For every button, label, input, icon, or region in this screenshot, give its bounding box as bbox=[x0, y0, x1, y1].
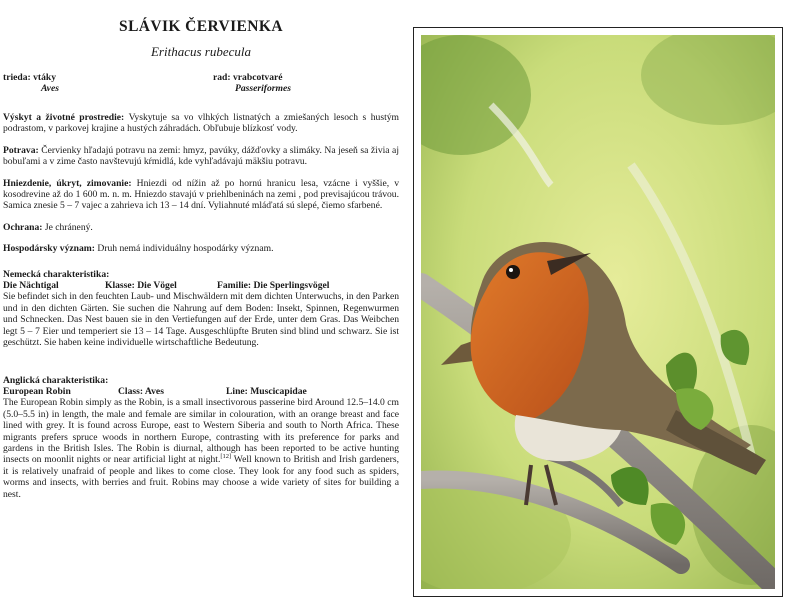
english-text-part1: The European Robin simply as the Robin, is a small insectivorous passerine bird Around 12.5–14.0 cm (5.0–5.5 in) in length, the male and female are similar in colouration, with an orange breast and face lined with grey. It is found across Europe, east to Western Siberia and south to North Africa. These migrants prefers spruce woods in northern Europe, contrasting with its preference for parks and gardens in the British Isles. The Robin is diurnal, although has been reported to be active hunting insects on moonlit nights or near artificial light at night. bbox=[3, 397, 399, 466]
photo-frame bbox=[413, 27, 783, 597]
german-familie: Familie: Die Sperlingsvögel bbox=[217, 280, 330, 292]
text-column bbox=[3, 6, 399, 500]
english-text bbox=[3, 397, 399, 500]
english-class: Class: Aves bbox=[118, 385, 164, 397]
order-latin: Passeriformes bbox=[235, 83, 291, 95]
habitat-paragraph bbox=[3, 112, 399, 135]
robin-photo bbox=[421, 35, 775, 589]
german-section bbox=[3, 269, 399, 349]
english-text-part2: Well known to British and Irish gardeners, it is relatively unafraid of people and likes to come close. They look for any food such as spiders, worms and insects, with berries and fruit. Robins may choose a wide variety of sites for building a nest. bbox=[3, 454, 399, 500]
class-label: trieda: bbox=[3, 72, 31, 83]
order-value: vrabcotvaré bbox=[233, 72, 283, 83]
english-line: Line: Muscicapidae bbox=[226, 385, 307, 397]
economic-text: Druh nemá individuálny hospodárky význam. bbox=[97, 243, 274, 255]
english-section bbox=[3, 375, 399, 500]
page-title: SLÁVIK ČERVIENKA bbox=[119, 18, 283, 35]
footnote-ref[interactable]: [12] bbox=[220, 453, 232, 461]
food-text: Červienky hľadajú potravu na zemi: hmyz, pavúky, dážďovky a slimáky. Na jeseň sa živia aj bobuľami a v zime často navštevujú kŕmidlá, kde vyhľadávajú mäkšiu potravu. bbox=[3, 144, 399, 168]
economic-paragraph bbox=[3, 243, 399, 254]
protection-paragraph bbox=[3, 222, 399, 233]
taxonomy-block bbox=[3, 72, 399, 98]
english-meta-row bbox=[3, 386, 399, 397]
latin-name: Erithacus rubecula bbox=[150, 44, 251, 59]
english-heading: Anglická charakteristika: bbox=[3, 374, 109, 386]
german-heading: Nemecká charakteristika: bbox=[3, 268, 110, 280]
class-value: vtáky bbox=[33, 72, 57, 83]
protection-text: Je chránený. bbox=[44, 221, 93, 233]
robin-illustration bbox=[421, 35, 775, 589]
german-name: Die Nächtigal bbox=[3, 280, 59, 292]
german-meta-row bbox=[3, 280, 399, 291]
food-label: Potrava: bbox=[3, 144, 39, 156]
habitat-label: Výskyt a životné prostredie: bbox=[3, 112, 125, 123]
habitat-text: Vyskytuje sa vo vlhkých listnatých a zmiešaných lesoch s hustým podrastom, v parkovej krajine a hustých záhradách. Obľubuje blízkosť vody. bbox=[3, 112, 400, 135]
robin-eye bbox=[506, 265, 520, 279]
english-name: European Robin bbox=[3, 385, 71, 397]
nesting-paragraph bbox=[3, 178, 399, 212]
protection-label: Ochrana: bbox=[3, 221, 43, 233]
economic-label: Hospodársky význam: bbox=[3, 243, 95, 255]
class-latin: Aves bbox=[41, 83, 59, 95]
taxonomy-class bbox=[3, 72, 59, 95]
taxonomy-order bbox=[213, 72, 291, 95]
food-paragraph bbox=[3, 145, 399, 168]
nesting-text: Hniezdi od nížin až po hornú hranicu lesa, vzácne i vyššie, v kosodrevine až do 1 600 m. n. m. Hniezdo stavajú v priehlbeninách na zemi , pod previsajúcou trávou. Samica znesie 5 – 7 vajec a zahrieva ich 13 – 14 dní. Vyliahnuté mláďatá sú slepé, čiemo sfarbené. bbox=[3, 177, 399, 212]
german-text: Sie befindet sich in den feuchten Laub- und Mischwäldern mit dem dichten Unterwuchs, in den Parken und in den dichten Gärten. Sie suchen die Nahrung auf dem Boden: Insekt, Spinnen, Regenwurmen und Schnecken. Das Nest bauen sie in den Vertiefungen auf der Erde, unter dem Gras. Das Weibchen legt 5 – 7 Eier und temperiert sie 13 – 14 Tage. Ausgeschlüpfte Bruten sind blind und schwarz. Sie ist geschützt. Sie haben keine individuelle wirtschaftliche Bedeutung. bbox=[3, 291, 399, 349]
nesting-label: Hniezdenie, úkryt, zimovanie: bbox=[3, 177, 132, 189]
order-label: rad: bbox=[213, 72, 231, 83]
german-klasse: Klasse: Die Vögel bbox=[105, 280, 177, 292]
